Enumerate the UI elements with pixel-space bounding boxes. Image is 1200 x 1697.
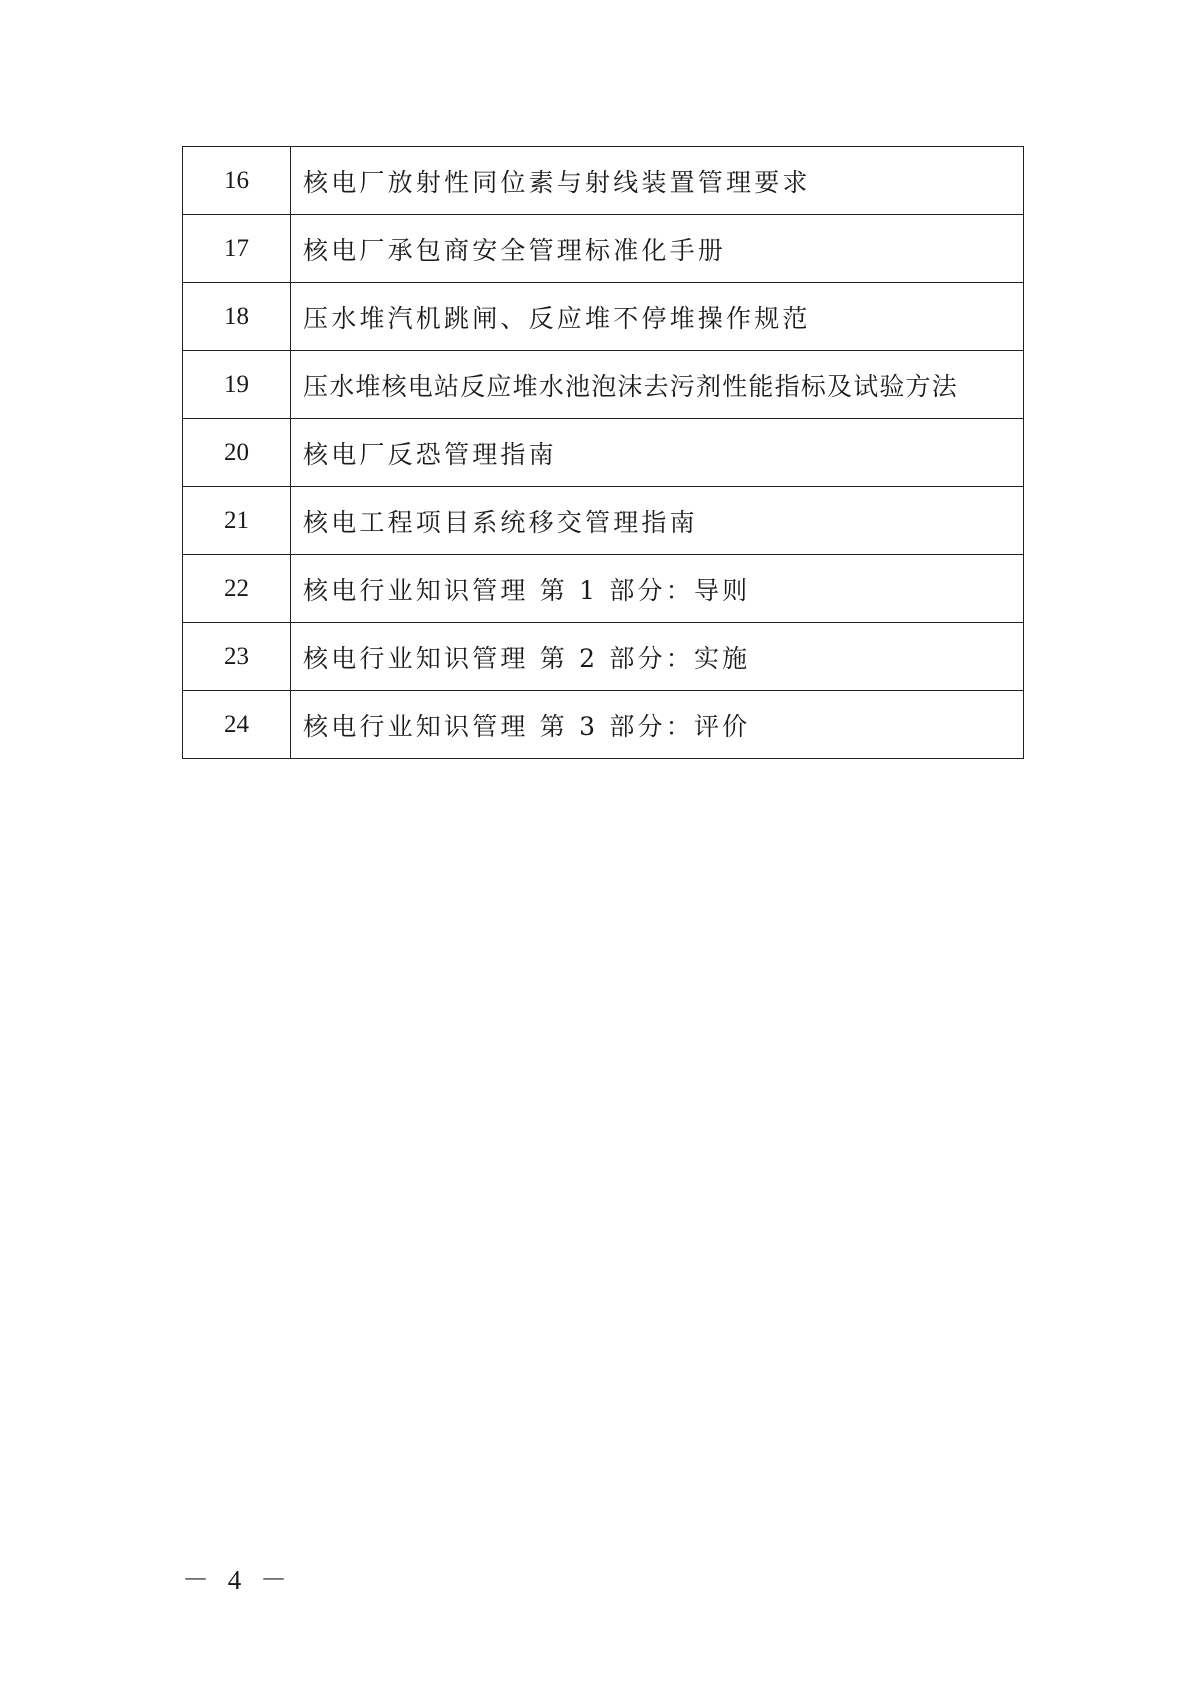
row-number: 20	[183, 419, 291, 487]
page-number: － 4 －	[182, 1565, 293, 1595]
row-number: 21	[183, 487, 291, 555]
row-title: 核电行业知识管理 第 3 部分：评价	[291, 691, 1024, 759]
row-number: 24	[183, 691, 291, 759]
row-title: 核电厂放射性同位素与射线装置管理要求	[291, 147, 1024, 215]
row-title: 核电厂承包商安全管理标准化手册	[291, 215, 1024, 283]
row-title: 核电行业知识管理 第 2 部分：实施	[291, 623, 1024, 691]
row-number: 18	[183, 283, 291, 351]
standards-table	[182, 146, 1024, 759]
row-number: 17	[183, 215, 291, 283]
row-title: 压水堆核电站反应堆水池泡沫去污剂性能指标及试验方法	[291, 351, 1024, 419]
table-row	[183, 351, 1024, 419]
table-row	[183, 555, 1024, 623]
row-title: 压水堆汽机跳闸、反应堆不停堆操作规范	[291, 283, 1024, 351]
row-number: 19	[183, 351, 291, 419]
table-row	[183, 487, 1024, 555]
row-number: 16	[183, 147, 291, 215]
table-row	[183, 215, 1024, 283]
table-row	[183, 419, 1024, 487]
table-row	[183, 147, 1024, 215]
table-row	[183, 623, 1024, 691]
table-row	[183, 283, 1024, 351]
table-row	[183, 691, 1024, 759]
row-title: 核电工程项目系统移交管理指南	[291, 487, 1024, 555]
row-title: 核电厂反恐管理指南	[291, 419, 1024, 487]
row-title: 核电行业知识管理 第 1 部分：导则	[291, 555, 1024, 623]
row-number: 22	[183, 555, 291, 623]
row-number: 23	[183, 623, 291, 691]
